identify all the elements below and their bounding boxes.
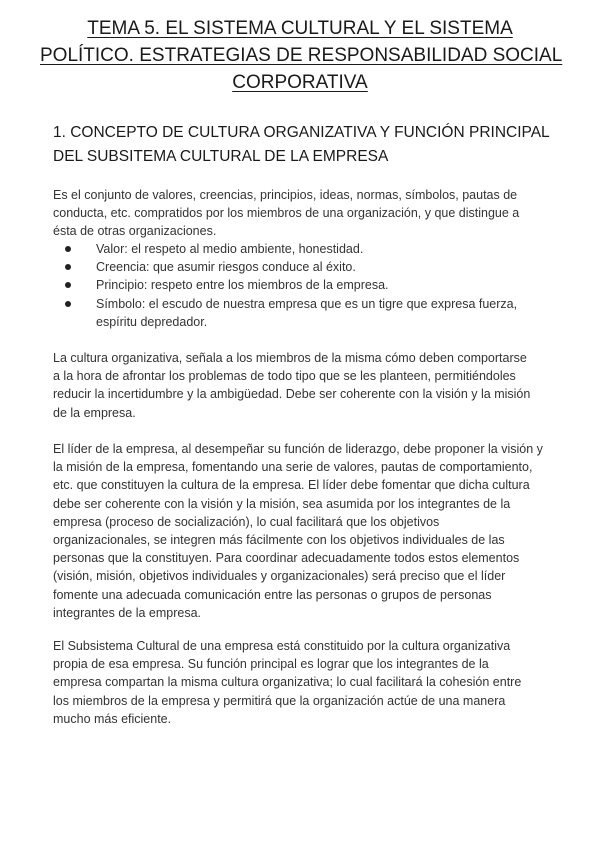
text-line: la misión de la empresa, fomentando una serie de valores, pautas de comportamiento, bbox=[53, 460, 533, 475]
text-line: etc. que constituyen la cultura de la empresa. El líder debe fomentar que dicha cultura bbox=[53, 478, 530, 493]
text-line: los miembros de la empresa y permitirá que la organización actúe de una manera bbox=[53, 693, 506, 708]
text-line: conducta, etc. compratidos por los miembros de una organización, y que distingue a bbox=[53, 206, 520, 221]
text-line: La cultura organizativa, señala a los miembros de la misma cómo deben comportarse bbox=[53, 351, 527, 365]
text-line: personas que la constituyen. Para coordinar adecuadamente todos estos elementos bbox=[53, 551, 520, 566]
paragraph bbox=[53, 637, 573, 728]
list-item bbox=[53, 276, 573, 294]
list-item bbox=[53, 295, 573, 331]
text-line: fomente una adecuada comunicación entre las personas o grupos de personas bbox=[53, 587, 492, 602]
text-line: a la hora de afrontar los problemas de todo tipo que se les planteen, permitiéndoles bbox=[53, 369, 516, 384]
title-line: TEMA 5. EL SISTEMA CULTURAL Y EL SISTEMA bbox=[87, 18, 513, 39]
text-line: de la empresa. bbox=[53, 405, 136, 420]
title-line: POLÍTICO. ESTRATEGIAS DE RESPONSABILIDAD SOCIAL bbox=[40, 45, 563, 66]
text-line: ésta de otras organizaciones. bbox=[53, 224, 217, 239]
text-line: organizacionales, se integren más fácilmente con los objetivos individuales de las bbox=[53, 533, 505, 548]
text-line: integrantes de la empresa. bbox=[53, 605, 202, 620]
text-line: mucho más eficiente. bbox=[53, 711, 172, 726]
paragraph bbox=[53, 440, 573, 622]
text-line: reducir la incertidumbre y la ambigüedad. Debe ser coherente con la visión y la misión bbox=[53, 387, 531, 402]
bullet-icon bbox=[65, 264, 71, 270]
heading-line: DEL SUBSITEMA CULTURAL DE LA EMPRESA bbox=[53, 148, 389, 165]
examples-list bbox=[53, 240, 573, 331]
list-item-text: espíritu depredador. bbox=[96, 314, 208, 329]
title-line: CORPORATIVA bbox=[232, 72, 368, 93]
paragraph bbox=[53, 349, 573, 422]
intro-paragraph bbox=[53, 186, 573, 241]
bullet-icon bbox=[65, 301, 71, 307]
heading-line: 1. CONCEPTO DE CULTURA ORGANIZATIVA Y FUNCIÓN PRINCIPAL bbox=[53, 124, 550, 141]
list-item bbox=[53, 240, 573, 258]
text-line: empresa (proceso de socialización), lo cual facilitará que los objetivos bbox=[53, 514, 440, 529]
text-line: debe ser coherente con la visión y la misión, sea asumida por los integrantes de la bbox=[53, 496, 511, 511]
text-line: Es el conjunto de valores, creencias, principios, ideas, normas, símbolos, pautas de bbox=[53, 188, 518, 202]
text-line: El Subsistema Cultural de una empresa está constituido por la cultura organizativa bbox=[53, 639, 511, 653]
list-item-text: Valor: el respeto al medio ambiente, honestidad. bbox=[96, 242, 364, 256]
bullet-icon bbox=[65, 246, 71, 252]
list-item-text: Creencia: que asumir riesgos conduce al éxito. bbox=[96, 260, 356, 275]
text-line: (visión, misión, objetivos individuales y organizacionales) será preciso que el líder bbox=[53, 569, 506, 584]
text-line: empresa compartan la misma cultura organizativa; lo cual facilitará la cohesión entre bbox=[53, 675, 522, 690]
list-item-text: Símbolo: el escudo de nuestra empresa que es un tigre que expresa fuerza, bbox=[96, 296, 518, 311]
document-title bbox=[40, 15, 563, 96]
list-item-text: Principio: respeto entre los miembros de la empresa. bbox=[96, 278, 389, 293]
section-heading bbox=[53, 121, 573, 169]
list-item bbox=[53, 258, 573, 276]
text-line: El líder de la empresa, al desempeñar su función de liderazgo, debe proponer la visión y bbox=[53, 442, 543, 456]
bullet-icon bbox=[65, 282, 71, 288]
text-line: propia de esa empresa. Su función principal es lograr que los integrantes de la bbox=[53, 657, 489, 672]
